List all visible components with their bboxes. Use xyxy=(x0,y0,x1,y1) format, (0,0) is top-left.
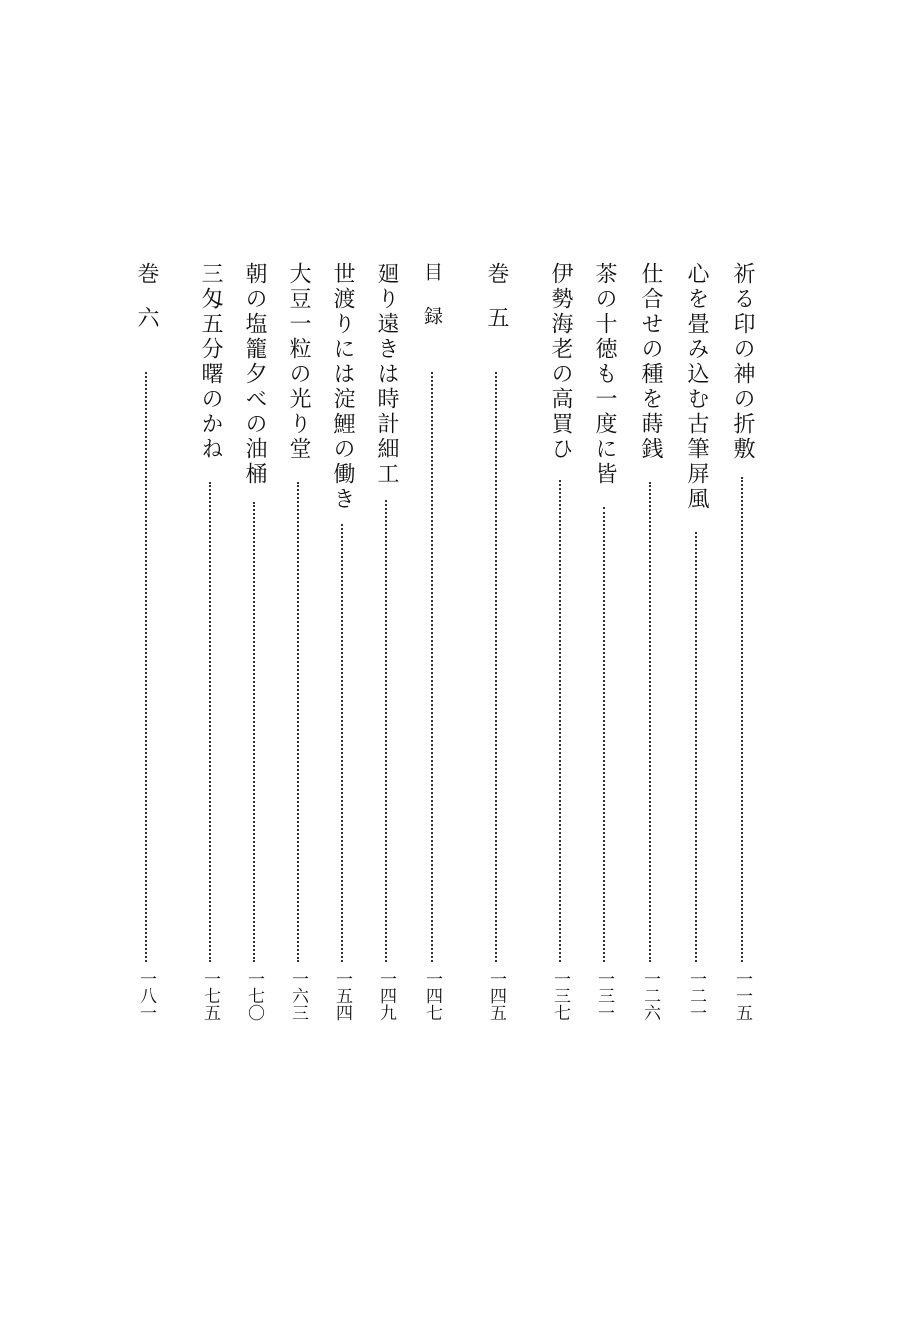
entry-title: 伊勢海老の高買ひ xyxy=(548,262,573,462)
volume-title: 巻 六 xyxy=(134,262,159,328)
dot-leader xyxy=(385,500,387,962)
toc-entry xyxy=(190,262,230,1022)
entry-page-number: 一七〇 xyxy=(244,970,264,1021)
entry-title: 大豆一粒の光り堂 xyxy=(286,262,311,462)
dot-leader xyxy=(209,482,211,962)
entry-page-number: 一一五 xyxy=(732,970,752,1021)
dot-leader xyxy=(741,477,743,962)
entry-title: 目 録 xyxy=(421,262,443,328)
toc-entry xyxy=(234,262,274,1022)
toc-entry xyxy=(722,262,762,1022)
dot-leader xyxy=(559,480,561,962)
toc-entry xyxy=(630,262,670,1022)
toc-entry xyxy=(676,262,716,1022)
toc-entry xyxy=(278,262,318,1022)
toc-entry xyxy=(366,262,406,1022)
entry-title: 祈る印の神の折敷 xyxy=(730,262,755,462)
entry-title: 心を畳み込む古筆屏風 xyxy=(684,262,709,512)
entry-page-number: 一八一 xyxy=(136,970,156,1021)
entry-title: 三匁五分曙のかね xyxy=(198,262,223,462)
dot-leader xyxy=(145,372,147,962)
toc-entry xyxy=(322,262,362,1022)
dot-leader xyxy=(649,482,651,962)
entry-page-number: 一三七 xyxy=(550,970,570,1021)
entry-page-number: 一六三 xyxy=(288,970,308,1021)
entry-title: 廻り遠きは時計細工 xyxy=(374,262,399,487)
dot-leader xyxy=(297,482,299,962)
volume-heading xyxy=(126,262,166,1022)
volume-heading xyxy=(476,262,516,1022)
entry-title: 世渡りには淀鯉の働き xyxy=(330,262,355,512)
entry-page-number: 一二六 xyxy=(640,970,660,1021)
entry-page-number: 一七五 xyxy=(200,970,220,1021)
toc-entry xyxy=(584,262,624,1022)
entry-page-number: 一四五 xyxy=(486,970,506,1021)
entry-page-number: 一二一 xyxy=(686,970,706,1021)
dot-leader xyxy=(495,372,497,962)
mokuroku-entry xyxy=(412,262,452,1022)
dot-leader xyxy=(431,372,433,962)
dot-leader xyxy=(695,532,697,962)
entry-page-number: 一四九 xyxy=(376,970,396,1021)
entry-page-number: 一三一 xyxy=(594,970,614,1021)
dot-leader xyxy=(603,507,605,962)
volume-title: 巻 五 xyxy=(484,262,509,328)
dot-leader xyxy=(253,502,255,962)
entry-title: 茶の十徳も一度に皆 xyxy=(592,262,617,487)
entry-page-number: 一四七 xyxy=(422,970,442,1021)
dot-leader xyxy=(341,524,343,962)
entry-title: 朝の塩籠夕べの油桶 xyxy=(242,262,267,487)
toc-entry xyxy=(540,262,580,1022)
entry-title: 仕合せの種を蒔銭 xyxy=(638,262,663,462)
entry-page-number: 一五四 xyxy=(332,970,352,1021)
